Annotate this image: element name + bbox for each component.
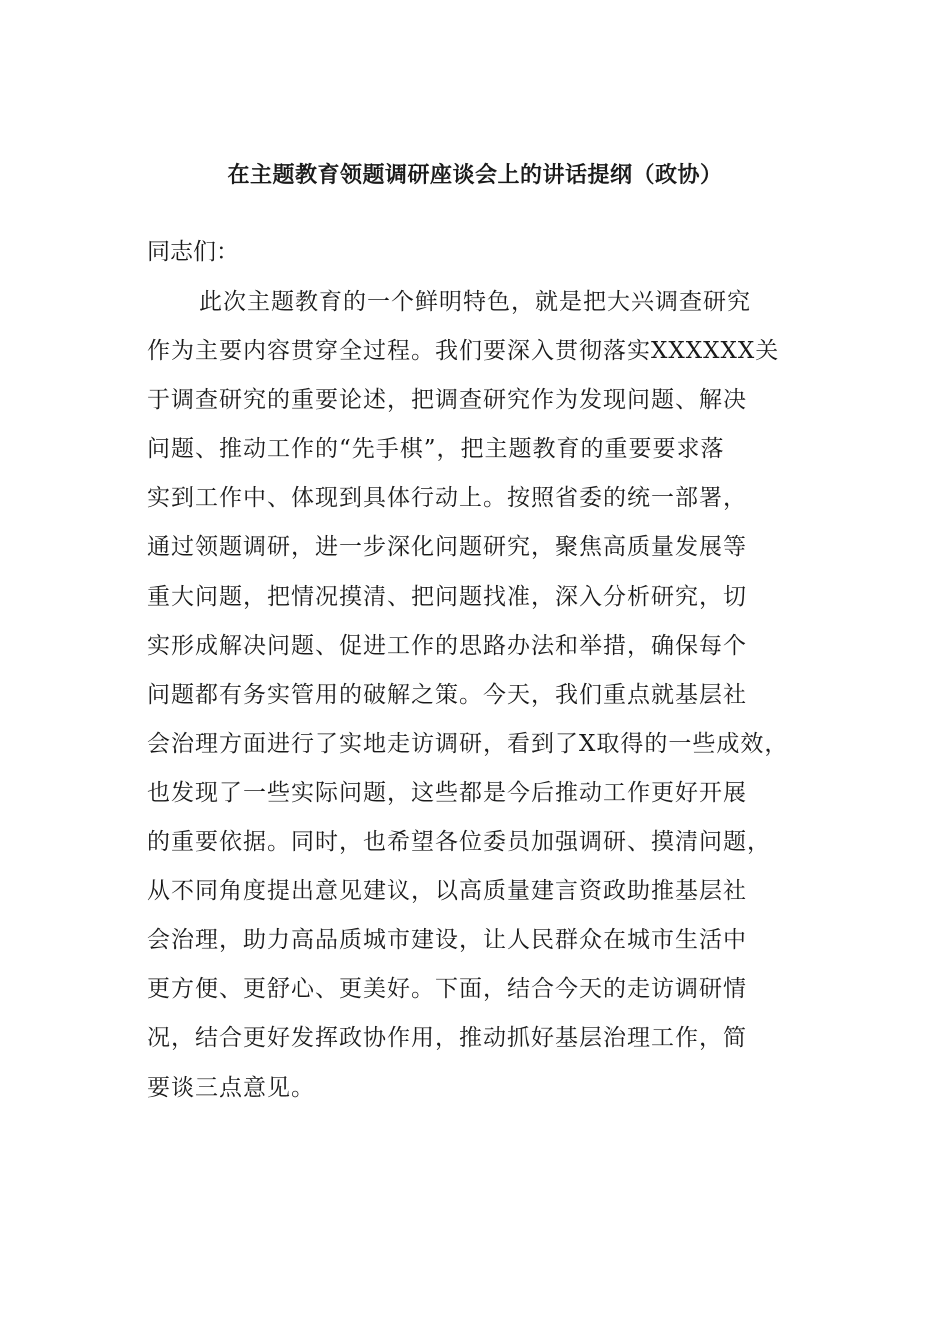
- paragraph-line: 的重要依据。同时，也希望各位委员加强调研、摸清问题，: [147, 829, 771, 856]
- paragraph-line: 也发现了一些实际问题，这些都是今后推动工作更好开展: [147, 779, 747, 806]
- paragraph-line: 于调查研究的重要论述，把调查研究作为发现问题、解决: [147, 387, 747, 414]
- salutation: 同志们：: [147, 239, 239, 265]
- paragraph-line: 会治理方面进行了实地走访调研，看到了X取得的一些成效，: [147, 730, 789, 757]
- document-title: 在主题教育领题调研座谈会上的讲话提纲（政协）: [227, 163, 723, 188]
- paragraph-line: 更方便、更舒心、更美好。下面，结合今天的走访调研情: [147, 976, 747, 1003]
- paragraph-line: 此次主题教育的一个鲜明特色，就是把大兴调查研究: [199, 289, 751, 315]
- paragraph-line: 实形成解决问题、促进工作的思路办法和举措，确保每个: [147, 632, 747, 659]
- paragraph-line: 问题都有务实管用的破解之策。今天，我们重点就基层社: [147, 681, 747, 708]
- paragraph-line: 实到工作中、体现到具体行动上。按照省委的统一部署，: [147, 485, 747, 512]
- paragraph-line: 通过领题调研，进一步深化问题研究，聚焦高质量发展等: [147, 534, 747, 561]
- paragraph-line: 从不同角度提出意见建议，以高质量建言资政助推基层社: [147, 878, 747, 905]
- paragraph-line: 况，结合更好发挥政协作用，推动抓好基层治理工作，简: [147, 1025, 747, 1052]
- paragraph-line: 重大问题，把情况摸清、把问题找准，深入分析研究，切: [147, 583, 747, 610]
- paragraph-line: 会治理，助力高品质城市建设，让人民群众在城市生活中: [147, 927, 747, 954]
- paragraph-line: 要谈三点意见。: [147, 1074, 315, 1101]
- paragraph-line: 作为主要内容贯穿全过程。我们要深入贯彻落实XXXXXX关: [147, 338, 780, 365]
- body-paragraph: [147, 286, 847, 1121]
- paragraph-line: 问题、推动工作的“先手棋”，把主题教育的重要要求落: [147, 436, 725, 463]
